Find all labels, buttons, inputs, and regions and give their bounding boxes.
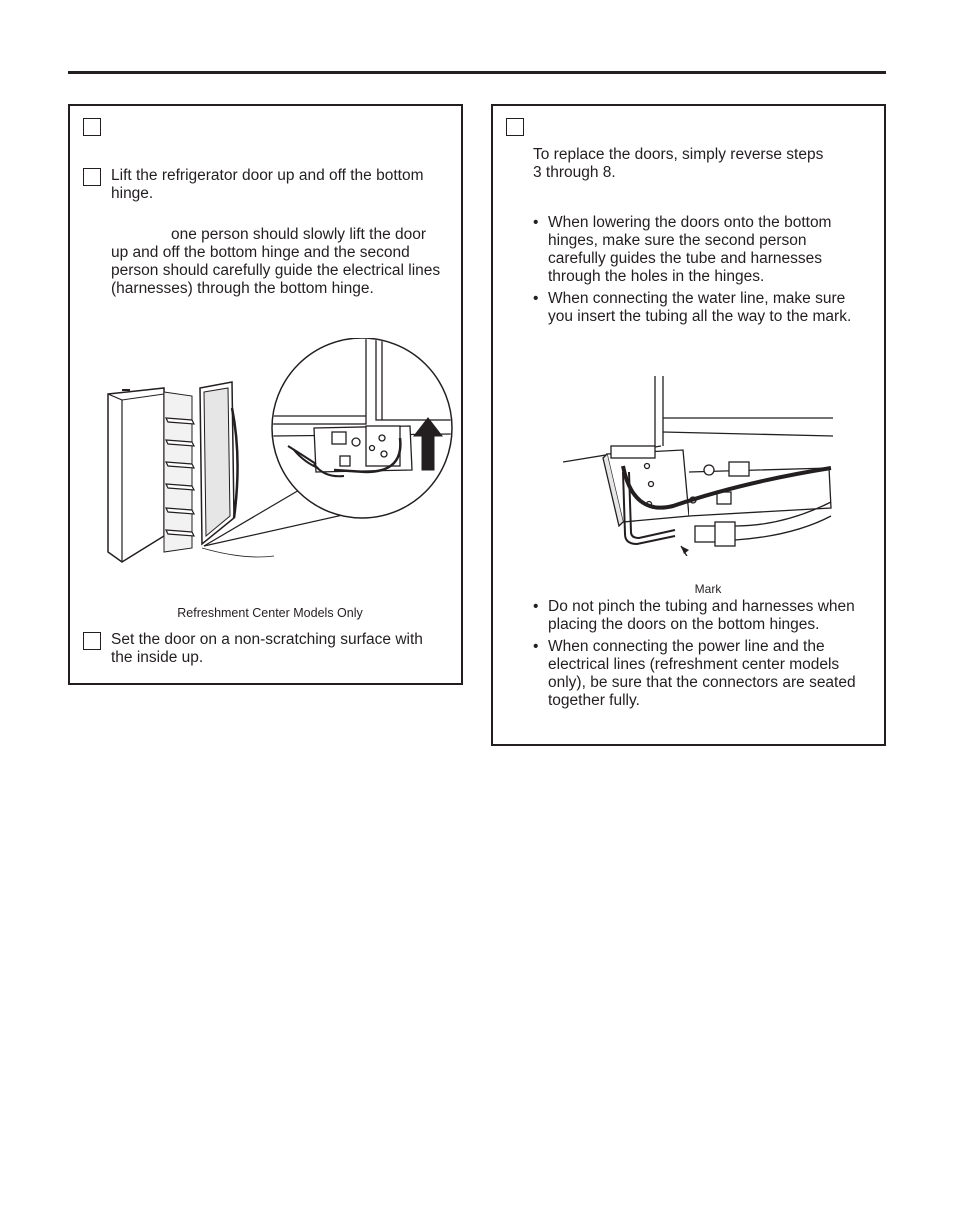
page-header-rule [68, 71, 886, 74]
replace-doors-panel [491, 104, 886, 746]
figure-caption: Refreshment Center Models Only [177, 605, 363, 620]
water-line-mark-illustration [563, 376, 833, 556]
tip-water-line: • When connecting the water line, make sure you insert the tubing all the way to the mark. [533, 290, 858, 326]
step-checkbox-lift-door[interactable] [83, 168, 101, 186]
step-checkbox-header[interactable] [506, 118, 524, 136]
tip-connectors-seated: • When connecting the power line and the electrical lines (refreshment center models only), be sure that the connectors are seated together fully. [533, 638, 863, 710]
step-checkbox-header[interactable] [83, 118, 101, 136]
refrigerator-door-hinge-illustration [104, 338, 454, 570]
step-set-door-text: Set the door on a non-scratching surface with the inside up. [111, 631, 423, 666]
tip-do-not-pinch: • Do not pinch the tubing and harnesses when placing the doors on the bottom hinges. [533, 598, 863, 634]
tip-lowering-doors: • When lowering the doors onto the bottom hinges, make sure the second person carefully guides the tube and harnesses through the holes in the hinges. [533, 214, 858, 286]
step-checkbox-set-door[interactable] [83, 632, 101, 650]
two-person-note-text: one person should slowly lift the door up and off the bottom hinge and the second person should carefully guide the electrical lines (harnesses) through the bottom hinge. [111, 226, 441, 297]
step-lift-door-text: Lift the refrigerator door up and off the bottom hinge. [111, 167, 424, 202]
mark-label: Mark [694, 582, 722, 596]
replace-tips-list-bottom [533, 598, 863, 714]
replace-tips-list-top [533, 214, 858, 330]
replace-doors-intro: To replace the doors, simply reverse steps 3 through 8. [533, 146, 824, 181]
remove-door-panel [68, 104, 463, 685]
